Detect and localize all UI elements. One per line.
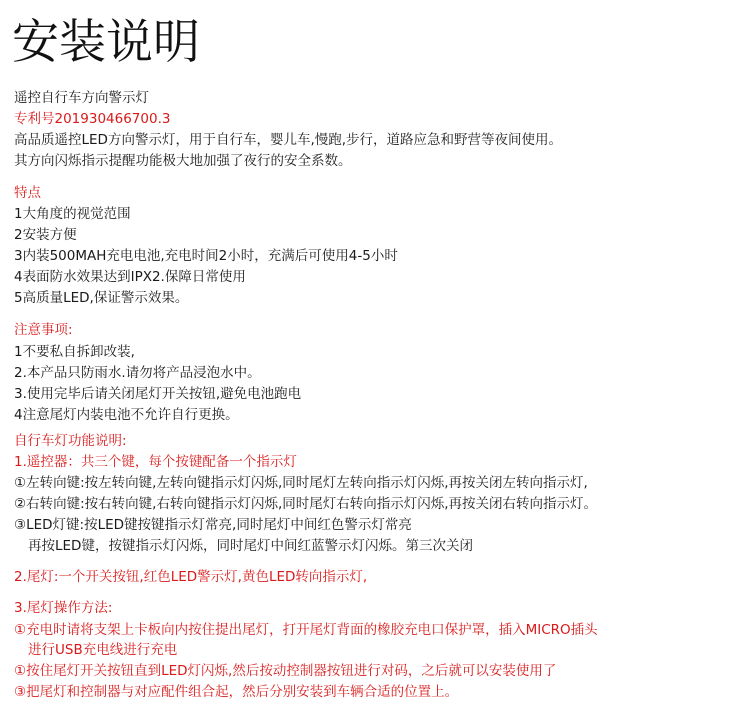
operation-step-charge-continued: 进行USB充电线进行充电: [28, 642, 178, 658]
note-item: 1不要私自拆卸改装,: [14, 344, 135, 360]
operation-step-install: ③把尾灯和控制器与对应配件组合起，然后分别安装到车辆合适的位置上。: [14, 684, 459, 700]
patent-number: 专利号201930466700.3: [14, 111, 171, 127]
remote-item-right-turn: ②右转向键:按右转向键,右转向键指示灯闪烁,同时尾灯右转向指示灯闪烁,再按关闭右转向指示灯。: [14, 496, 598, 512]
operation-step-pairing: ①按住尾灯开关按钮直到LED灯闪烁,然后按动控制器按钮进行对码，之后就可以安装使用了: [14, 663, 557, 679]
remote-heading: 1.遥控器：共三个键，每个按键配备一个指示灯: [14, 454, 297, 470]
functions-heading: 自行车灯功能说明:: [14, 433, 127, 449]
features-heading: 特点: [14, 185, 41, 201]
remote-item-led: ③LED灯键:按LED键按键指示灯常亮,同时尾灯中间红色警示灯常亮: [14, 517, 412, 533]
remote-item-left-turn: ①左转向键:按左转向键,左转向键指示灯闪烁,同时尾灯左转向指示灯闪烁,再按关闭左转向指示灯,: [14, 475, 588, 491]
intro-description-1: 高品质遥控LED方向警示灯，用于自行车，婴儿车,慢跑,步行，道路应急和野营等夜间使用。: [14, 132, 563, 148]
note-item: 4注意尾灯内装电池不允许自行更换。: [14, 407, 239, 423]
feature-item: 3内装500MAH充电电池,充电时间2小时，充满后可使用4-5小时: [14, 248, 398, 264]
note-item: 2.本产品只防雨水.请勿将产品浸泡水中。: [14, 365, 261, 381]
operation-step-charge: ①充电时请将支架上卡板向内按住提出尾灯，打开尾灯背面的橡胶充电口保护罩，插入MICRO插头: [14, 622, 598, 638]
operation-heading: 3.尾灯操作方法:: [14, 600, 113, 616]
remote-item-led-continued: 再按LED键，按键指示灯闪烁，同时尾灯中间红蓝警示灯闪烁。第三次关闭: [28, 538, 473, 554]
product-name: 遥控自行车方向警示灯: [14, 90, 149, 106]
feature-item: 2安装方便: [14, 227, 77, 243]
notes-heading: 注意事项:: [14, 322, 73, 338]
page-title: 安装说明: [12, 15, 200, 70]
intro-description-2: 其方向闪烁指示提醒功能极大地加强了夜行的安全系数。: [14, 153, 352, 169]
taillight-description: 2.尾灯:一个开关按钮,红色LED警示灯,黄色LED转向指示灯,: [14, 569, 368, 585]
feature-item: 4表面防水效果达到IPX2.保障日常使用: [14, 269, 246, 285]
feature-item: 1大角度的视觉范围: [14, 206, 131, 222]
feature-item: 5高质量LED,保证警示效果。: [14, 290, 189, 306]
note-item: 3.使用完毕后请关闭尾灯开关按钮,避免电池跑电: [14, 386, 302, 402]
